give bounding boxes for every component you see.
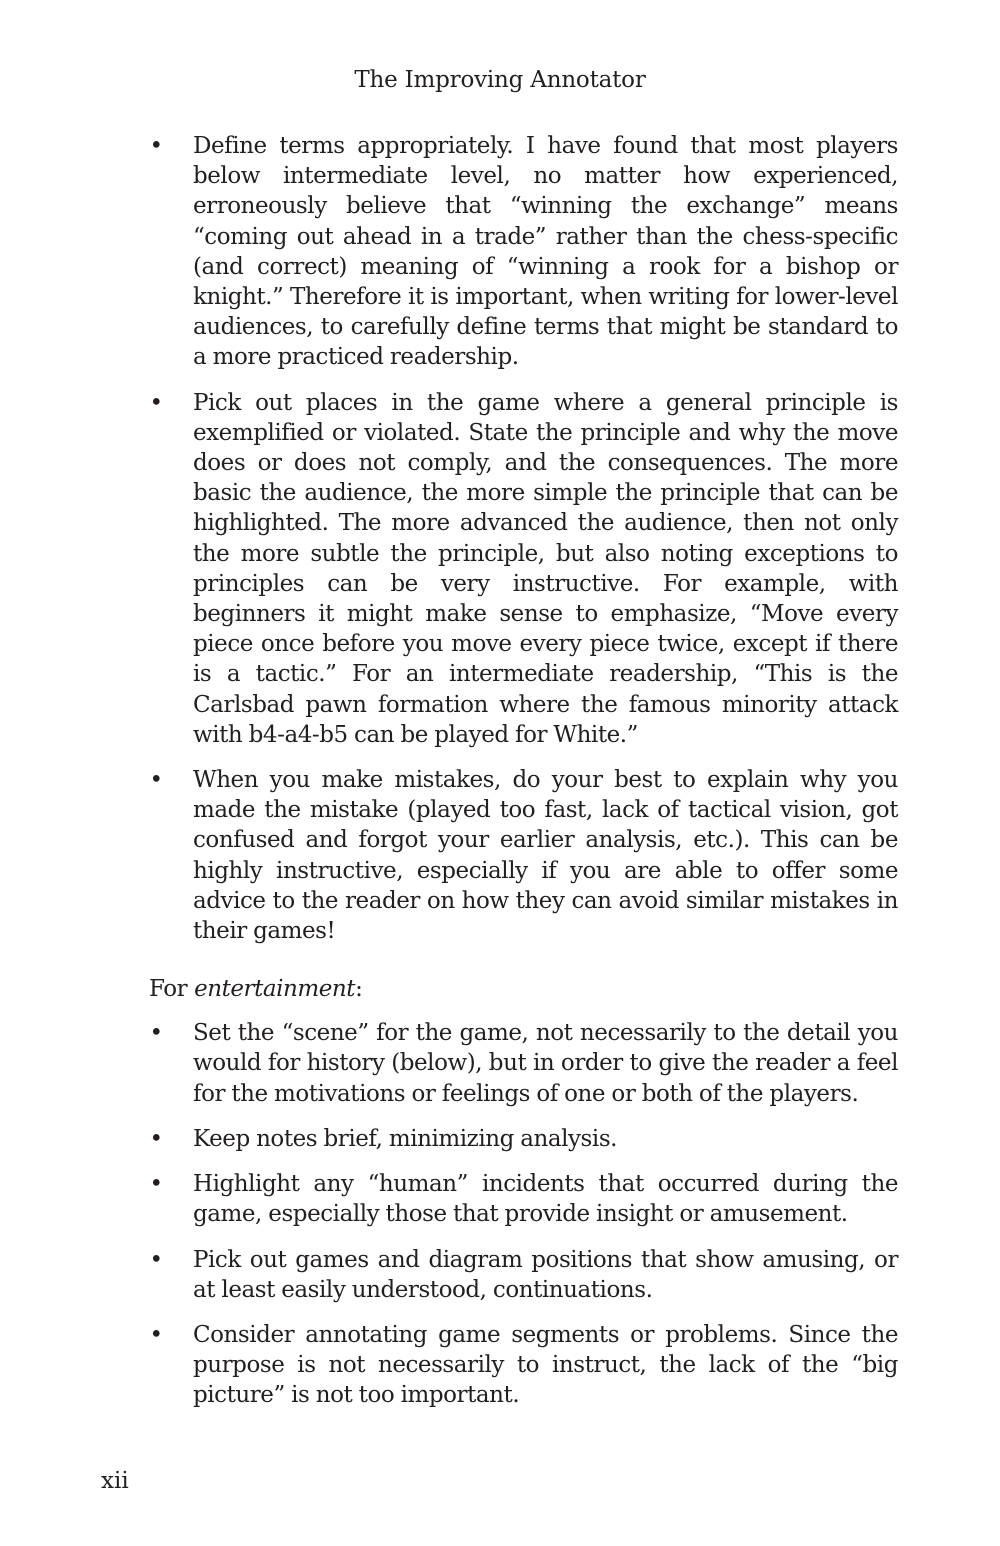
list-item-text: Consider annotating game segments or problems. Since the purpose is not necessarily to instruct, the lack of the “big picture” is not too important. <box>193 1321 898 1409</box>
bullet-icon: • <box>149 1125 163 1152</box>
list-item <box>149 765 898 946</box>
list-item-text: Keep notes brief, minimizing analysis. <box>193 1125 618 1152</box>
page-body <box>149 131 898 1426</box>
section-label-prefix: For <box>149 976 195 1003</box>
list-item <box>149 1169 898 1229</box>
section-label-emphasis: entertainment <box>194 976 356 1003</box>
section-label-entertainment <box>149 974 898 1004</box>
list-item-text: When you make mistakes, do your best to explain why you made the mistake (played too fast, lack of tactical vision, got confused and forgot your earlier analysis, etc.). This can be highly instructive, especially if you are able to offer some advice to the reader on how they can avoid similar mistakes in their games! <box>193 767 898 945</box>
bullet-icon: • <box>149 133 163 159</box>
list-item <box>149 1124 898 1154</box>
page-number: xii <box>101 1468 129 1494</box>
list-item-text: Define terms appropriately. I have found that most players below intermediate level, no matter how experienced, erroneously believe that “winning the exchange” means “coming out ahead in a trade” rather than the chess-specific (and correct) meaning of “winning a rook for a bishop or knight.” Therefore it is important, when writing for lower-level audiences, to carefully define terms that might be standard to a more practiced readership. <box>193 133 898 371</box>
list-item <box>149 1245 898 1305</box>
bullet-icon: • <box>149 1171 163 1198</box>
bullet-icon: • <box>149 1020 163 1047</box>
instruction-bullet-list <box>149 131 898 946</box>
entertainment-bullet-list <box>149 1018 898 1410</box>
list-item-text: Pick out places in the game where a general principle is exemplified or violated. State the principle and why the move does or does not comply, and the consequences. The more basic the audience, the more simple the principle that can be highlighted. The more advanced the audience, then not only the more subtle the principle, but also noting exceptions to principles can be very instructive. For example, with beginners it might make sense to emphasize, “Move every piece once before you move every piece twice, except if there is a tactic.” For an intermediate readership, “This is the Carlsbad pawn formation where the famous minority attack with b4-a4-b5 can be played for White.” <box>193 389 898 748</box>
list-item <box>149 388 898 750</box>
bullet-icon: • <box>149 1246 163 1273</box>
bullet-icon: • <box>149 1321 163 1348</box>
section-label-suffix: : <box>355 976 363 1003</box>
list-item-text: Highlight any “human” incidents that occurred during the game, especially those that provide insight or amusement. <box>193 1171 898 1228</box>
list-item-text: Set the “scene” for the game, not necessarily to the detail you would for history (below), but in order to give the reader a feel for the motivations or feelings of one or both of the players. <box>193 1020 898 1107</box>
list-item <box>149 1018 898 1109</box>
bullet-icon: • <box>149 767 163 794</box>
bullet-icon: • <box>149 389 163 416</box>
list-item <box>149 131 898 373</box>
list-item <box>149 1320 898 1411</box>
running-header: The Improving Annotator <box>354 67 646 93</box>
list-item-text: Pick out games and diagram positions that show amusing, or at least easily understood, continuations. <box>193 1246 898 1303</box>
